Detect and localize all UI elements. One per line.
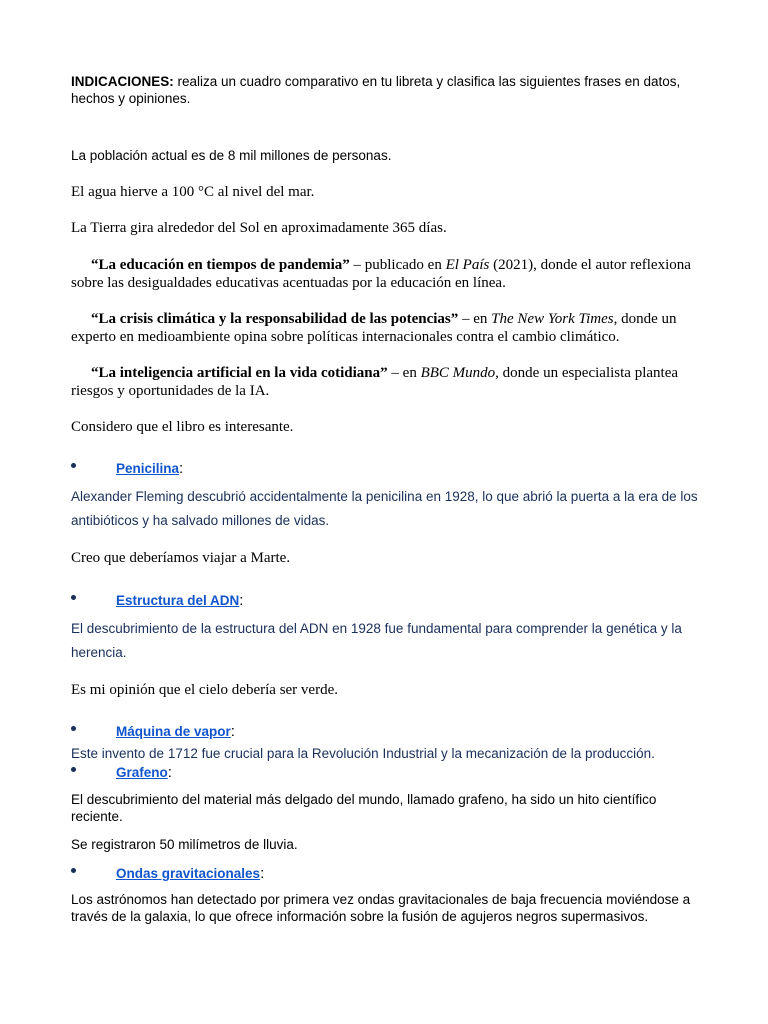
- article-source: The New York Times: [491, 311, 614, 327]
- topic-link-grafeno[interactable]: Grafeno: [116, 765, 168, 780]
- statement-marte: Creo que deberíamos viajar a Marte.: [71, 550, 291, 566]
- topic-text: Este invento de 1712 fue crucial para la Revolución Industrial y la mecanización de la producción.: [71, 746, 655, 761]
- article-source: El País: [445, 257, 490, 273]
- article-item: “La educación en tiempos de pandemia” – publicado en El País (2021), donde el autor reflexiona sobre las desigualdades educativas acentuadas por la educación en línea.: [71, 257, 691, 291]
- bullet-icon: [71, 463, 76, 468]
- article-source: BBC Mundo: [420, 365, 496, 381]
- article-title: “La inteligencia artificial en la vida cotidiana”: [91, 365, 388, 381]
- article-title: “La educación en tiempos de pandemia”: [91, 257, 350, 273]
- bullet-icon: [71, 767, 76, 772]
- bullet-icon: [71, 595, 76, 600]
- topic-link-penicilina[interactable]: Penicilina: [116, 461, 180, 476]
- article-title: “La crisis climática y la responsabilidad de las potencias”: [91, 311, 459, 327]
- instructions-text: realiza un cuadro comparativo en tu libreta y clasifica las siguientes frases en datos, hechos y opiniones.: [71, 74, 681, 106]
- article-item: “La inteligencia artificial en la vida cotidiana” – en BBC Mundo, donde un especialista plantea riesgos y oportunidades de la IA.: [71, 365, 679, 399]
- topic-link-maquina-de-vapor[interactable]: Máquina de vapor: [116, 724, 231, 739]
- topic-link-adn[interactable]: Estructura del ADN: [116, 593, 240, 608]
- statement-agua: El agua hierve a 100 °C al nivel del mar.: [71, 184, 315, 200]
- bullet-icon: [71, 868, 76, 873]
- article-item: “La crisis climática y la responsabilidad de las potencias” – en The New York Times, donde un experto en medioambiente opina sobre políticas internacionales contra el cambio climático.: [71, 311, 677, 345]
- topic-text: El descubrimiento de la estructura del ADN en 1928 fue fundamental para comprender la genética y la herencia.: [71, 621, 682, 660]
- bullet-icon: [71, 726, 76, 731]
- topic-link-ondas-gravitacionales[interactable]: Ondas gravitacionales: [116, 866, 261, 881]
- topic-text: Los astrónomos han detectado por primera vez ondas gravitacionales de baja frecuencia moviéndose a través de la galaxia, lo que ofrece información sobre la fusión de agujeros negros supermasivos.: [71, 892, 691, 924]
- statement-tierra: La Tierra gira alrededor del Sol en aproximadamente 365 días.: [71, 220, 447, 236]
- topic-text: El descubrimiento del material más delgado del mundo, llamado grafeno, ha sido un hito científico reciente.: [71, 792, 657, 824]
- statement-cielo: Es mi opinión que el cielo debería ser verde.: [71, 682, 338, 698]
- statement-poblacion: La población actual es de 8 mil millones de personas.: [71, 148, 392, 163]
- instructions: [71, 73, 702, 107]
- statement-libro: Considero que el libro es interesante.: [71, 419, 294, 435]
- instructions-label: INDICACIONES:: [71, 74, 174, 89]
- topic-text: Alexander Fleming descubrió accidentalmente la penicilina en 1928, lo que abrió la puerta a la era de los antibióticos y ha salvado millones de vidas.: [71, 489, 698, 528]
- statement-lluvia: Se registraron 50 milímetros de lluvia.: [71, 837, 298, 852]
